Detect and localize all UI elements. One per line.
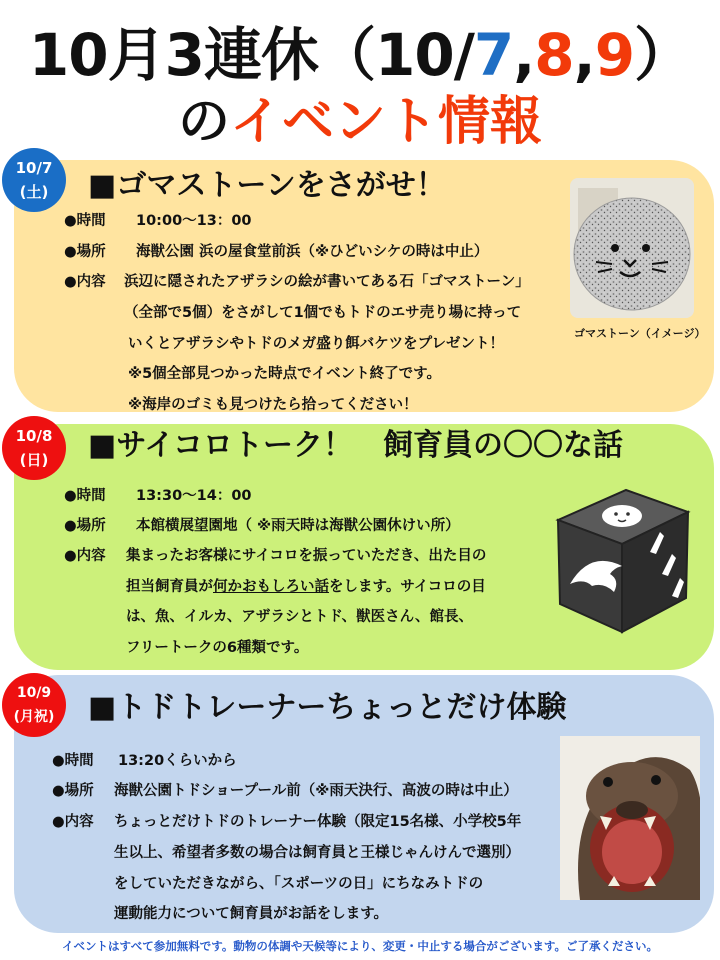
- time-label: ●時間: [64, 488, 106, 504]
- footer-note: イベントはすべて参加無料です。動物の体調や天候等により、変更・中止する場合がございます。ご了承ください。: [62, 939, 658, 953]
- date-badge-1: [2, 148, 66, 212]
- title-sep: ,: [573, 21, 595, 89]
- subtitle-prefix: の: [177, 92, 230, 152]
- place-value: 本館横展望園地（ ※雨天時は海獣公園休けい所）: [136, 518, 460, 534]
- time-value: 10:00～13：00: [136, 213, 252, 229]
- content-line: ※5個全部見つかった時点でイベント終了です。: [128, 366, 442, 382]
- content-line: 集まったお客様にサイコロを振っていただき、出た目の: [126, 548, 487, 564]
- content-line: は、魚、イルカ、アザラシとトド、獣医さん、館長、: [126, 609, 473, 625]
- event-place-3: [52, 781, 518, 801]
- title-suffix: ）: [634, 21, 692, 89]
- subtitle-highlight: イベント情報: [230, 92, 543, 152]
- content-line: 運動能力について飼育員がお話をします。: [114, 906, 389, 922]
- badge-date: 10/8: [15, 427, 53, 445]
- event-title-2: ■サイコロトーク！ 飼育員の〇〇な話: [88, 428, 624, 463]
- sea-lion-photo: [560, 736, 700, 900]
- place-value: 海獣公園トドショープール前（※雨天決行、高波の時は中止）: [114, 783, 518, 799]
- content-label: ●内容: [64, 274, 106, 290]
- title-prefix: 10月3連休（10/: [28, 21, 474, 89]
- content-line: フリートークの6種類です。: [126, 640, 309, 656]
- event-time-2: [64, 486, 252, 506]
- event-time-3: [52, 751, 237, 771]
- content-label: ●内容: [52, 814, 94, 830]
- time-label: ●時間: [64, 213, 106, 229]
- event-title-3: ■トドトレーナーちょっとだけ体験: [88, 690, 567, 725]
- place-label: ●場所: [64, 518, 106, 534]
- title-day-8: 8: [534, 21, 574, 89]
- event-time-1: [64, 211, 252, 231]
- dice-icon: [538, 472, 706, 640]
- content-line: ※海岸のゴミも見つけたら拾ってください！: [128, 397, 418, 413]
- event-title-1: ■ゴマストーンをさがせ！: [88, 168, 446, 203]
- badge-weekday: (月祝): [13, 709, 55, 725]
- title-sep: ,: [513, 21, 535, 89]
- content-part: をします。サイコロの目: [329, 579, 486, 595]
- time-value: 13:20くらいから: [118, 753, 237, 769]
- place-label: ●場所: [52, 783, 94, 799]
- image-caption: ゴマストーン（イメージ）: [574, 327, 706, 340]
- badge-date: 10/9: [16, 685, 52, 701]
- content-line: ちょっとだけトドのトレーナー体験（限定15名様、小学校5年: [114, 814, 522, 830]
- title-day-9: 9: [594, 21, 635, 89]
- event-place-2: [64, 516, 460, 536]
- place-label: ●場所: [64, 244, 106, 260]
- event-place-1: [64, 242, 488, 262]
- content-line: （全部で5個）をさがして1個でもトドのエサ売り場に持って: [124, 305, 522, 321]
- badge-weekday: (日): [19, 451, 49, 469]
- time-label: ●時間: [52, 753, 94, 769]
- place-value: 海獣公園 浜の屋食堂前浜（※ひどいシケの時は中止）: [136, 244, 489, 260]
- date-badge-3: [2, 673, 66, 737]
- badge-date: 10/7: [15, 159, 53, 177]
- content-line: 生以上、希望者多数の場合は飼育員と王様じゃんけんで選別）: [114, 845, 520, 861]
- content-line: 浜辺に隠されたアザラシの絵が書いてある石「ゴマストーン」: [124, 274, 530, 290]
- content-part: 担当飼育員が: [126, 579, 213, 595]
- content-line: [126, 577, 486, 597]
- badge-weekday: (土): [19, 183, 49, 201]
- page-subtitle: [0, 92, 720, 152]
- content-line: をしていただきながら、「スポーツの日」にちなみトドの: [114, 876, 484, 892]
- title-day-7: 7: [473, 21, 514, 89]
- content-line: いくとアザラシやトドのメガ盛り餌バケツをプレゼント！: [128, 336, 504, 352]
- seal-stone-image: [570, 178, 694, 318]
- time-value: 13:30～14：00: [136, 488, 252, 504]
- underlined-phrase: 何かおもしろい話: [213, 579, 329, 595]
- content-label: ●内容: [64, 548, 106, 564]
- page-title: [0, 22, 720, 88]
- date-badge-2: [2, 416, 66, 480]
